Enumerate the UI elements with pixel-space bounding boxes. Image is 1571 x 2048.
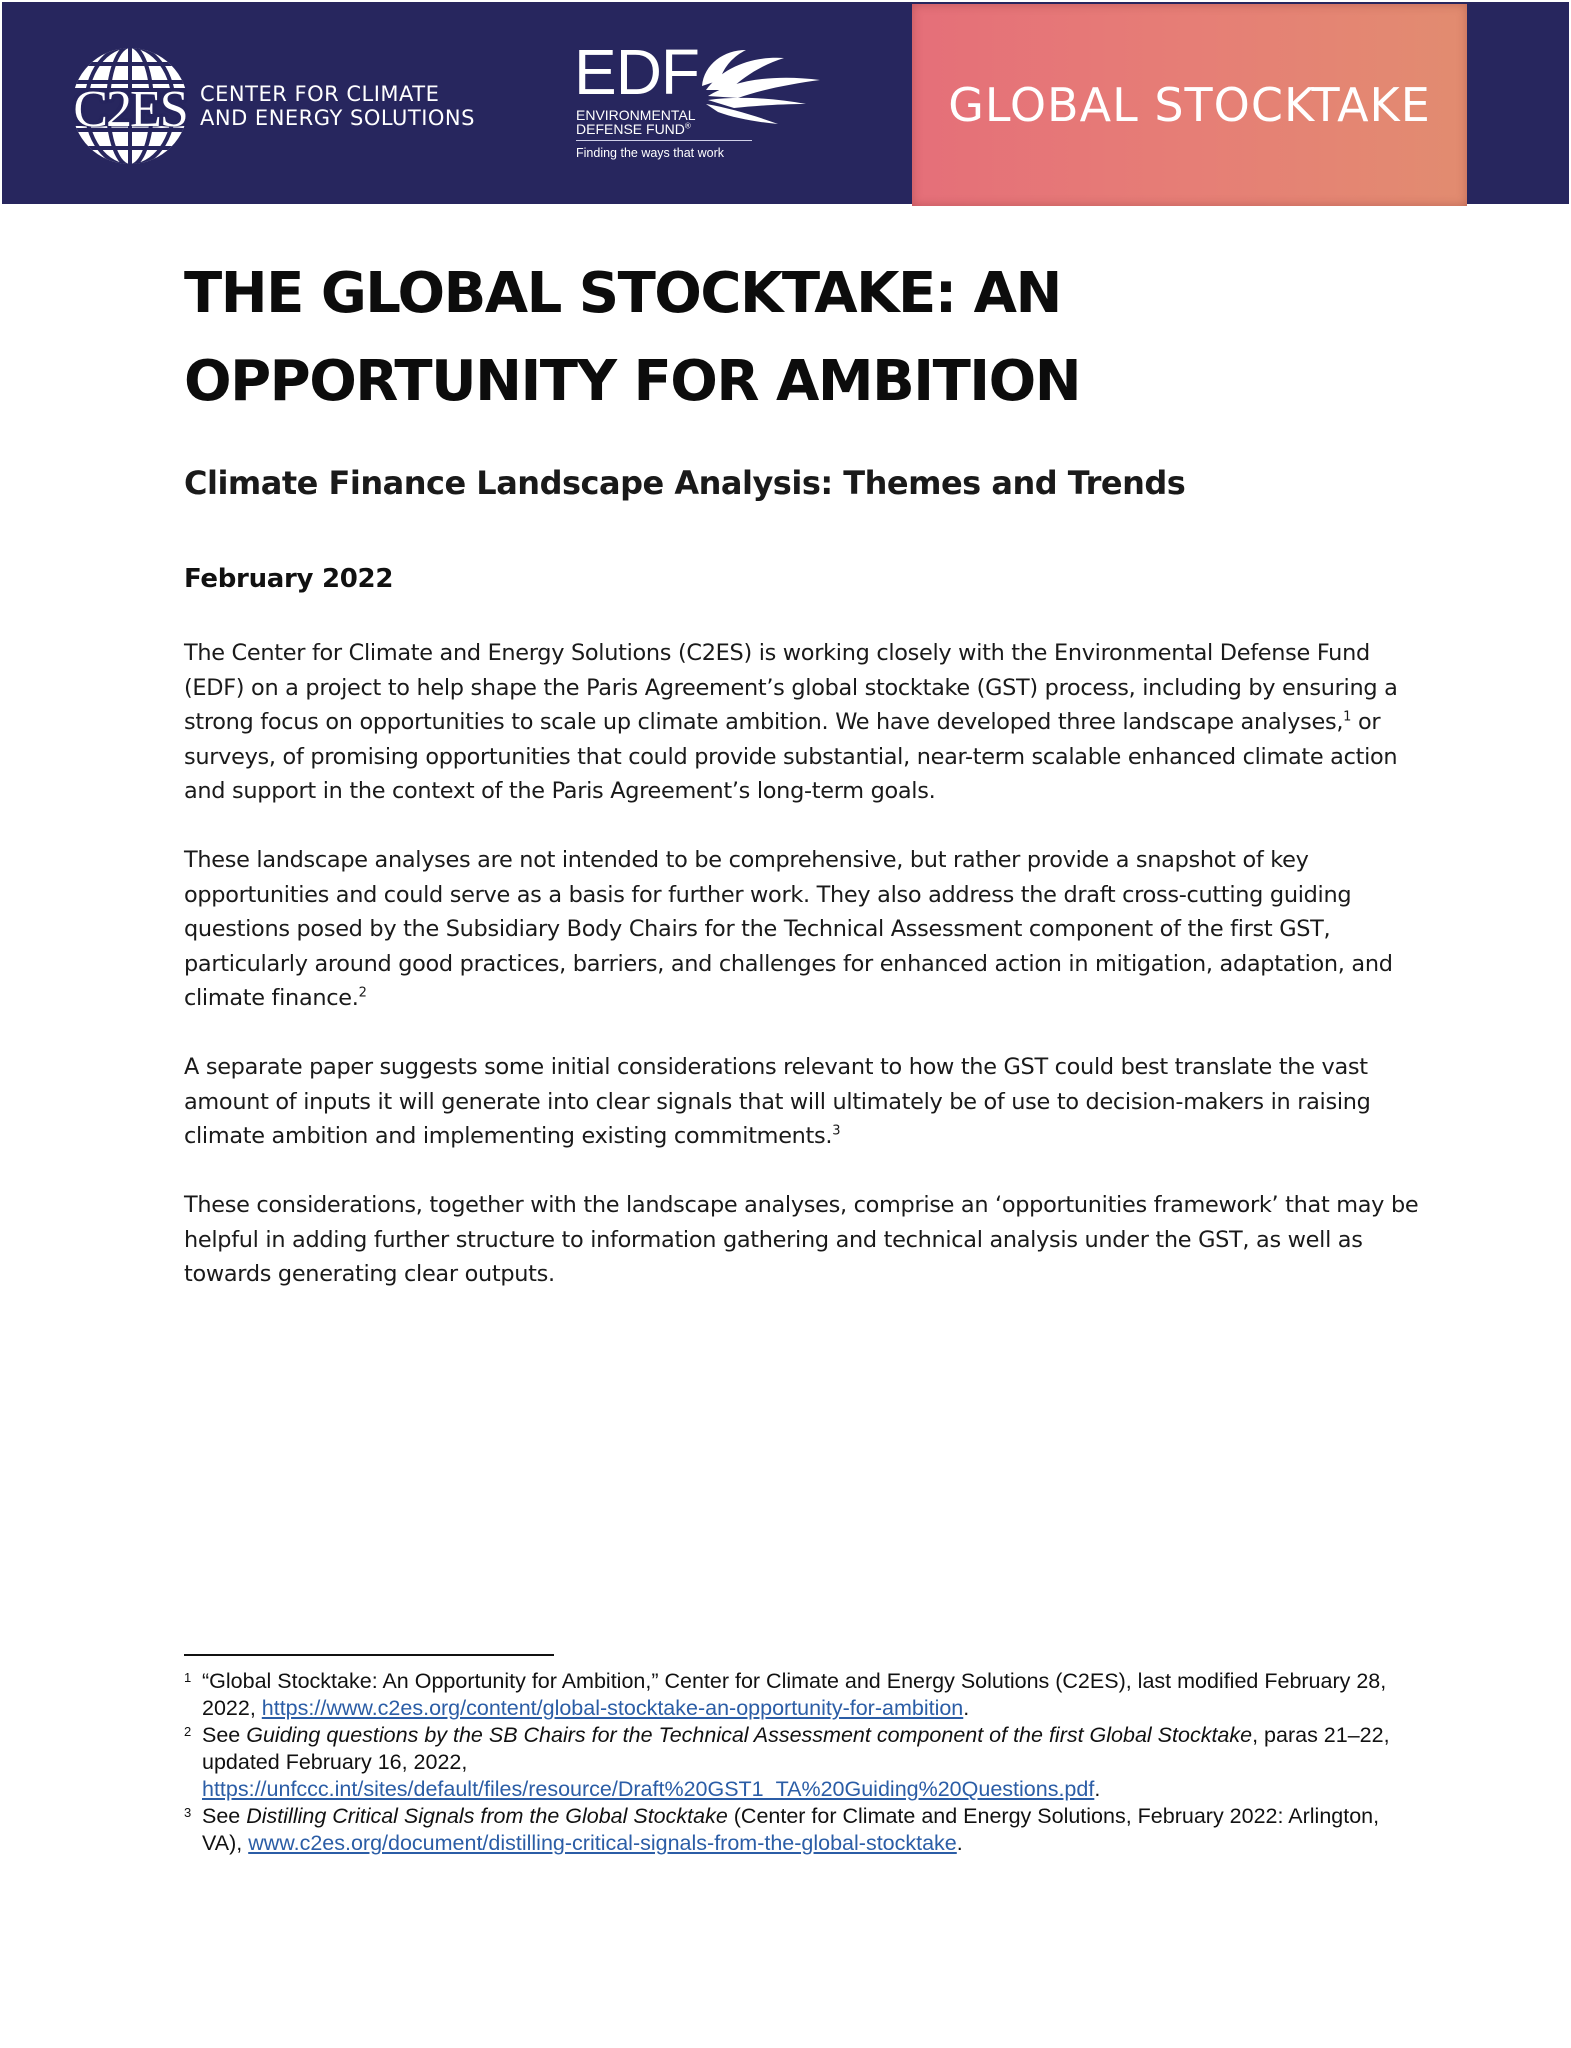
c2es-name-line1: CENTER FOR CLIMATE: [200, 82, 440, 106]
document-title: [184, 250, 1414, 426]
series-label: GLOBAL STOCKTAKE: [948, 78, 1431, 132]
paragraph-1: The Center for Climate and Energy Solutions (C2ES) is working closely with the Environmental Defense Fund (EDF) on a project to help shape the Paris Agreement’s global stocktake (GST) process, including by ensuring a strong focus on opportunities to scale up climate ambition. We have developed three landscape analyses,$^1$ or surveys, of promising opportunities that could provide substantial, near-term scalable enhanced climate action and support in the context of the Paris Agreement’s long-term goals.: [184, 640, 1398, 804]
footnotes: [184, 1668, 1414, 1857]
paragraph-2: These landscape analyses are not intended to be comprehensive, but rather provide a snapshot of key opportunities and could serve as a basis for further work. They also address the draft cross-cutting guiding questions posed by the Subsidiary Body Chairs for the Technical Assessment component of the first GST, particularly around good practices, barriers, and challenges for enhanced action in mitigation, adaptation, and climate finance.$^2$: [184, 847, 1393, 1011]
footnote-ref-2[interactable]: 2: [358, 985, 367, 1001]
footnote-1: 1 “Global Stocktake: An Opportunity for Ambition,” Center for Climate and Energy Solutions (C2ES), last modified February 28, 2022, https://www.c2es.org/content/global-stocktake-an-opportunity-for-ambition.: [184, 1668, 1414, 1722]
footnote-ref-3[interactable]: 3: [832, 1123, 841, 1139]
edf-logo: [574, 36, 834, 166]
edf-divider: [576, 140, 752, 141]
footnote-3: 3 See Distilling Critical Signals from the Global Stocktake (Center for Climate and Energy Solutions, February 2022: Arlington, VA), www.c2es.org/document/distilling-critical-signals-from-the-global-stocktake.: [184, 1803, 1414, 1857]
edf-wing-icon: [694, 46, 824, 126]
paragraph-3: A separate paper suggests some initial considerations relevant to how the GST could best translate the vast amount of inputs it will generate into clear signals that will ultimately be of use to decision-makers in raising climate ambition and implementing existing commitments.$^3$: [184, 1054, 1371, 1149]
document-subtitle: Climate Finance Landscape Analysis: Themes and Trends: [184, 464, 1186, 502]
document-header: [184, 250, 1414, 594]
title-line2: OPPORTUNITY FOR AMBITION: [184, 349, 1081, 414]
c2es-wordmark: C2ES: [73, 81, 187, 138]
document-date: February 2022: [184, 564, 394, 594]
c2es-name-line2: AND ENERGY SOLUTIONS: [200, 106, 475, 130]
paragraph-4: These considerations, together with the landscape analyses, comprise an ‘opportunities framework’ that may be helpful in adding further structure to information gathering and technical analysis under the GST, as well as towards generating clear outputs.: [184, 1192, 1419, 1287]
edf-wordmark: EDF: [574, 36, 699, 108]
c2es-full-name: [200, 82, 475, 130]
footnote-2: 2 See Guiding questions by the SB Chairs for the Technical Assessment component of the first Global Stocktake, paras 21–22, updated February 16, 2022, https://unfccc.int/sites/default/files/resource/Draft%20GST1_TA%20Guiding%20Questions.pdf.: [184, 1722, 1414, 1803]
edf-name-line2: DEFENSE FUND®: [576, 121, 691, 137]
footnote-number: 3: [184, 1805, 192, 1820]
registered-mark: ®: [684, 121, 691, 131]
edf-name-line1: ENVIRONMENTAL: [576, 107, 696, 123]
footnote-number: 1: [184, 1670, 192, 1685]
title-line1: THE GLOBAL STOCKTAKE: AN: [184, 261, 1061, 326]
edf-full-name: [576, 108, 696, 136]
header-banner: [2, 2, 1569, 204]
edf-tagline: Finding the ways that work: [576, 146, 724, 160]
document-body: [184, 636, 1424, 1326]
footnote-divider: [184, 1654, 554, 1656]
footnote-ref-1[interactable]: 1: [1343, 709, 1352, 725]
footnote-number: 2: [184, 1724, 192, 1739]
c2es-logo: [68, 44, 498, 168]
footnote-link[interactable]: https://unfccc.int/sites/default/files/resource/Draft%20GST1_TA%20Guiding%20Questions.pdf: [202, 1777, 1095, 1801]
series-label-box: [912, 4, 1467, 206]
footnote-link[interactable]: https://www.c2es.org/content/global-stocktake-an-opportunity-for-ambition: [261, 1696, 964, 1720]
footnote-link[interactable]: www.c2es.org/document/distilling-critical-signals-from-the-global-stocktake: [248, 1831, 957, 1855]
